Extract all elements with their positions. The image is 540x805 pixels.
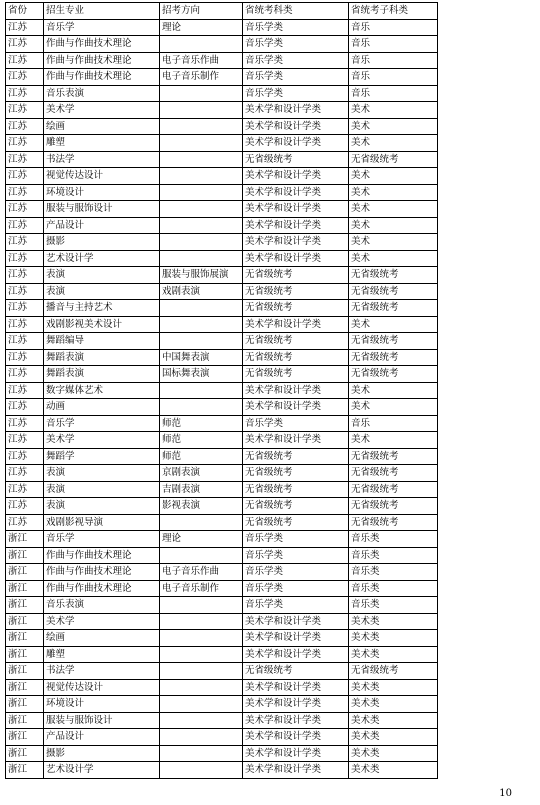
table-row (6, 399, 438, 416)
cell-exam-category: 音乐学类 (243, 580, 349, 597)
cell-exam-subcategory: 无省级统考 (349, 283, 438, 300)
cell-major: 美术学 (44, 432, 160, 449)
cell-exam-category: 音乐学类 (243, 547, 349, 564)
cell-direction (160, 382, 243, 399)
cell-province: 江苏 (6, 333, 44, 350)
cell-province: 江苏 (6, 69, 44, 86)
cell-province: 江苏 (6, 498, 44, 515)
cell-direction (160, 102, 243, 119)
cell-direction (160, 630, 243, 647)
cell-exam-subcategory: 美术 (349, 316, 438, 333)
cell-exam-category: 无省级统考 (243, 283, 349, 300)
cell-exam-subcategory: 美术 (349, 250, 438, 267)
table-row (6, 349, 438, 366)
cell-major: 作曲与作曲技术理论 (44, 52, 160, 69)
cell-exam-subcategory: 美术 (349, 432, 438, 449)
cell-province: 浙江 (6, 729, 44, 746)
cell-exam-subcategory: 美术类 (349, 696, 438, 713)
cell-exam-category: 音乐学类 (243, 415, 349, 432)
cell-exam-subcategory: 音乐 (349, 69, 438, 86)
cell-exam-subcategory: 美术 (349, 217, 438, 234)
cell-province: 江苏 (6, 250, 44, 267)
cell-exam-category: 音乐学类 (243, 531, 349, 548)
cell-exam-category: 无省级统考 (243, 333, 349, 350)
table-row (6, 448, 438, 465)
cell-major: 作曲与作曲技术理论 (44, 69, 160, 86)
table-row (6, 432, 438, 449)
cell-exam-category: 无省级统考 (243, 465, 349, 482)
cell-direction (160, 514, 243, 531)
header-exam-category: 省统考科类 (243, 3, 349, 20)
cell-province: 江苏 (6, 366, 44, 383)
cell-exam-subcategory: 美术类 (349, 630, 438, 647)
cell-exam-category: 美术学和设计学类 (243, 234, 349, 251)
cell-major: 美术学 (44, 102, 160, 119)
cell-province: 浙江 (6, 564, 44, 581)
cell-exam-subcategory: 音乐类 (349, 580, 438, 597)
cell-major: 环境设计 (44, 184, 160, 201)
table-row (6, 481, 438, 498)
cell-major: 表演 (44, 267, 160, 284)
cell-province: 江苏 (6, 184, 44, 201)
cell-exam-subcategory: 美术 (349, 184, 438, 201)
cell-major: 视觉传达设计 (44, 679, 160, 696)
cell-major: 舞蹈学 (44, 448, 160, 465)
cell-direction: 师范 (160, 448, 243, 465)
cell-exam-category: 美术学和设计学类 (243, 316, 349, 333)
cell-major: 动画 (44, 399, 160, 416)
cell-direction: 电子音乐制作 (160, 580, 243, 597)
cell-major: 雕塑 (44, 646, 160, 663)
table-row (6, 630, 438, 647)
cell-exam-subcategory: 美术类 (349, 646, 438, 663)
table-row (6, 564, 438, 581)
table-row (6, 267, 438, 284)
cell-exam-subcategory: 音乐类 (349, 547, 438, 564)
cell-direction: 吉剧表演 (160, 481, 243, 498)
cell-province: 浙江 (6, 646, 44, 663)
cell-direction: 理论 (160, 531, 243, 548)
cell-direction: 师范 (160, 432, 243, 449)
cell-major: 戏剧影视美术设计 (44, 316, 160, 333)
cell-exam-subcategory: 音乐 (349, 415, 438, 432)
table-row (6, 547, 438, 564)
cell-direction (160, 679, 243, 696)
cell-province: 江苏 (6, 300, 44, 317)
cell-exam-subcategory: 无省级统考 (349, 300, 438, 317)
cell-major: 书法学 (44, 663, 160, 680)
cell-direction: 戏剧表演 (160, 283, 243, 300)
cell-exam-subcategory: 美术类 (349, 712, 438, 729)
cell-exam-category: 美术学和设计学类 (243, 399, 349, 416)
cell-major: 音乐表演 (44, 85, 160, 102)
cell-major: 舞蹈表演 (44, 366, 160, 383)
cell-direction (160, 646, 243, 663)
table-row (6, 184, 438, 201)
cell-major: 视觉传达设计 (44, 168, 160, 185)
cell-major: 书法学 (44, 151, 160, 168)
cell-province: 浙江 (6, 630, 44, 647)
cell-direction (160, 316, 243, 333)
cell-major: 表演 (44, 498, 160, 515)
cell-exam-category: 音乐学类 (243, 52, 349, 69)
cell-major: 摄影 (44, 234, 160, 251)
cell-exam-category: 美术学和设计学类 (243, 382, 349, 399)
cell-province: 江苏 (6, 415, 44, 432)
cell-exam-category: 音乐学类 (243, 597, 349, 614)
cell-major: 音乐学 (44, 531, 160, 548)
cell-direction (160, 300, 243, 317)
cell-exam-subcategory: 美术 (349, 102, 438, 119)
table-row (6, 283, 438, 300)
cell-province: 江苏 (6, 465, 44, 482)
table-row (6, 679, 438, 696)
cell-exam-subcategory: 美术类 (349, 745, 438, 762)
cell-major: 雕塑 (44, 135, 160, 152)
cell-exam-subcategory: 无省级统考 (349, 333, 438, 350)
table-header (6, 3, 438, 20)
cell-major: 艺术设计学 (44, 250, 160, 267)
cell-exam-subcategory: 音乐 (349, 52, 438, 69)
cell-direction: 师范 (160, 415, 243, 432)
cell-exam-category: 美术学和设计学类 (243, 135, 349, 152)
cell-direction: 电子音乐作曲 (160, 52, 243, 69)
cell-direction (160, 184, 243, 201)
header-province: 省份 (6, 3, 44, 20)
cell-direction (160, 663, 243, 680)
cell-exam-category: 无省级统考 (243, 481, 349, 498)
cell-exam-category: 无省级统考 (243, 366, 349, 383)
cell-exam-subcategory: 无省级统考 (349, 448, 438, 465)
cell-exam-category: 美术学和设计学类 (243, 630, 349, 647)
table-row (6, 300, 438, 317)
cell-province: 浙江 (6, 597, 44, 614)
cell-major: 表演 (44, 481, 160, 498)
cell-province: 浙江 (6, 762, 44, 779)
cell-major: 戏剧影视导演 (44, 514, 160, 531)
table-row (6, 514, 438, 531)
cell-exam-subcategory: 美术 (349, 201, 438, 218)
cell-exam-category: 音乐学类 (243, 19, 349, 36)
cell-exam-subcategory: 无省级统考 (349, 366, 438, 383)
table-row (6, 135, 438, 152)
cell-province: 江苏 (6, 85, 44, 102)
cell-province: 浙江 (6, 663, 44, 680)
cell-province: 江苏 (6, 118, 44, 135)
cell-exam-category: 无省级统考 (243, 448, 349, 465)
cell-exam-category: 无省级统考 (243, 514, 349, 531)
table-row (6, 19, 438, 36)
cell-major: 音乐学 (44, 19, 160, 36)
table-row (6, 102, 438, 119)
cell-exam-category: 音乐学类 (243, 69, 349, 86)
cell-exam-subcategory: 无省级统考 (349, 663, 438, 680)
cell-exam-category: 美术学和设计学类 (243, 168, 349, 185)
cell-direction (160, 712, 243, 729)
table-row (6, 382, 438, 399)
cell-direction (160, 250, 243, 267)
cell-direction (160, 201, 243, 218)
table-row (6, 333, 438, 350)
table-row (6, 316, 438, 333)
cell-direction (160, 399, 243, 416)
table-row (6, 36, 438, 53)
cell-exam-subcategory: 无省级统考 (349, 267, 438, 284)
table-row (6, 646, 438, 663)
cell-direction (160, 762, 243, 779)
table-row (6, 415, 438, 432)
cell-direction (160, 745, 243, 762)
cell-province: 江苏 (6, 267, 44, 284)
cell-exam-category: 美术学和设计学类 (243, 613, 349, 630)
cell-exam-category: 美术学和设计学类 (243, 696, 349, 713)
cell-province: 浙江 (6, 712, 44, 729)
cell-direction (160, 217, 243, 234)
cell-direction: 京剧表演 (160, 465, 243, 482)
table-row (6, 696, 438, 713)
cell-province: 浙江 (6, 547, 44, 564)
table-row (6, 168, 438, 185)
cell-province: 江苏 (6, 316, 44, 333)
header-row (6, 3, 438, 20)
cell-exam-subcategory: 音乐类 (349, 597, 438, 614)
table-row (6, 498, 438, 515)
cell-exam-category: 美术学和设计学类 (243, 201, 349, 218)
table-row (6, 234, 438, 251)
table-row (6, 597, 438, 614)
admissions-table (5, 2, 438, 779)
table-row (6, 531, 438, 548)
cell-exam-category: 美术学和设计学类 (243, 118, 349, 135)
cell-major: 作曲与作曲技术理论 (44, 36, 160, 53)
cell-exam-subcategory: 无省级统考 (349, 465, 438, 482)
cell-province: 江苏 (6, 217, 44, 234)
cell-exam-subcategory: 美术 (349, 382, 438, 399)
cell-province: 浙江 (6, 613, 44, 630)
cell-major: 绘画 (44, 630, 160, 647)
cell-major: 艺术设计学 (44, 762, 160, 779)
cell-exam-category: 无省级统考 (243, 300, 349, 317)
table-row (6, 745, 438, 762)
cell-major: 服装与服饰设计 (44, 201, 160, 218)
cell-province: 浙江 (6, 745, 44, 762)
table-row (6, 201, 438, 218)
cell-exam-subcategory: 美术类 (349, 762, 438, 779)
table-row (6, 151, 438, 168)
cell-exam-category: 无省级统考 (243, 151, 349, 168)
cell-exam-category: 无省级统考 (243, 498, 349, 515)
cell-exam-subcategory: 美术 (349, 168, 438, 185)
cell-exam-subcategory: 音乐 (349, 19, 438, 36)
cell-exam-subcategory: 音乐 (349, 36, 438, 53)
cell-exam-category: 美术学和设计学类 (243, 250, 349, 267)
cell-exam-subcategory: 无省级统考 (349, 151, 438, 168)
cell-province: 江苏 (6, 36, 44, 53)
cell-exam-subcategory: 美术 (349, 234, 438, 251)
table-row (6, 85, 438, 102)
cell-province: 江苏 (6, 234, 44, 251)
cell-direction (160, 234, 243, 251)
cell-major: 作曲与作曲技术理论 (44, 564, 160, 581)
header-direction: 招考方向 (160, 3, 243, 20)
cell-exam-category: 美术学和设计学类 (243, 745, 349, 762)
cell-province: 江苏 (6, 382, 44, 399)
table-row (6, 762, 438, 779)
cell-exam-category: 美术学和设计学类 (243, 646, 349, 663)
cell-direction: 电子音乐作曲 (160, 564, 243, 581)
cell-exam-subcategory: 无省级统考 (349, 349, 438, 366)
table-row (6, 118, 438, 135)
cell-direction: 国标舞表演 (160, 366, 243, 383)
cell-direction (160, 547, 243, 564)
cell-direction (160, 597, 243, 614)
header-major: 招生专业 (44, 3, 160, 20)
cell-exam-category: 美术学和设计学类 (243, 729, 349, 746)
cell-major: 舞蹈编导 (44, 333, 160, 350)
table-row (6, 366, 438, 383)
cell-direction (160, 135, 243, 152)
table-row (6, 663, 438, 680)
cell-major: 表演 (44, 283, 160, 300)
cell-exam-subcategory: 音乐 (349, 85, 438, 102)
cell-major: 播音与主持艺术 (44, 300, 160, 317)
cell-exam-category: 美术学和设计学类 (243, 102, 349, 119)
cell-direction (160, 85, 243, 102)
cell-exam-subcategory: 美术类 (349, 613, 438, 630)
cell-exam-subcategory: 美术类 (349, 729, 438, 746)
cell-direction: 电子音乐制作 (160, 69, 243, 86)
table-row (6, 69, 438, 86)
cell-province: 江苏 (6, 19, 44, 36)
cell-province: 江苏 (6, 151, 44, 168)
cell-direction (160, 36, 243, 53)
table-row (6, 250, 438, 267)
cell-direction (160, 729, 243, 746)
cell-major: 数字媒体艺术 (44, 382, 160, 399)
cell-exam-category: 美术学和设计学类 (243, 762, 349, 779)
cell-major: 环境设计 (44, 696, 160, 713)
table-row (6, 52, 438, 69)
cell-exam-subcategory: 美术 (349, 399, 438, 416)
cell-province: 江苏 (6, 432, 44, 449)
cell-exam-subcategory: 无省级统考 (349, 481, 438, 498)
cell-direction (160, 333, 243, 350)
table-body (6, 19, 438, 778)
cell-exam-subcategory: 音乐类 (349, 531, 438, 548)
cell-exam-category: 音乐学类 (243, 85, 349, 102)
cell-major: 服装与服饰设计 (44, 712, 160, 729)
cell-direction: 影视表演 (160, 498, 243, 515)
cell-province: 江苏 (6, 135, 44, 152)
header-exam-subcategory: 省统考子科类 (349, 3, 438, 20)
cell-exam-subcategory: 美术 (349, 135, 438, 152)
table-row (6, 613, 438, 630)
cell-direction: 理论 (160, 19, 243, 36)
cell-exam-category: 美术学和设计学类 (243, 432, 349, 449)
cell-exam-category: 美术学和设计学类 (243, 712, 349, 729)
cell-direction: 中国舞表演 (160, 349, 243, 366)
cell-province: 江苏 (6, 481, 44, 498)
cell-major: 表演 (44, 465, 160, 482)
cell-province: 江苏 (6, 52, 44, 69)
cell-major: 作曲与作曲技术理论 (44, 580, 160, 597)
cell-direction (160, 168, 243, 185)
cell-exam-category: 无省级统考 (243, 267, 349, 284)
cell-major: 音乐学 (44, 415, 160, 432)
table-row (6, 580, 438, 597)
table-row (6, 217, 438, 234)
cell-exam-subcategory: 美术 (349, 118, 438, 135)
cell-direction (160, 151, 243, 168)
table-row (6, 729, 438, 746)
cell-major: 音乐表演 (44, 597, 160, 614)
cell-exam-category: 无省级统考 (243, 349, 349, 366)
cell-exam-subcategory: 无省级统考 (349, 498, 438, 515)
cell-major: 产品设计 (44, 217, 160, 234)
cell-direction (160, 613, 243, 630)
table-row (6, 465, 438, 482)
cell-major: 舞蹈表演 (44, 349, 160, 366)
cell-province: 江苏 (6, 399, 44, 416)
cell-exam-category: 音乐学类 (243, 36, 349, 53)
cell-exam-subcategory: 美术类 (349, 679, 438, 696)
cell-major: 作曲与作曲技术理论 (44, 547, 160, 564)
cell-province: 江苏 (6, 448, 44, 465)
cell-major: 美术学 (44, 613, 160, 630)
cell-exam-subcategory: 音乐类 (349, 564, 438, 581)
cell-province: 江苏 (6, 283, 44, 300)
cell-exam-category: 无省级统考 (243, 663, 349, 680)
cell-exam-subcategory: 无省级统考 (349, 514, 438, 531)
cell-province: 江苏 (6, 102, 44, 119)
cell-direction: 服装与服饰展演 (160, 267, 243, 284)
cell-province: 浙江 (6, 679, 44, 696)
cell-province: 浙江 (6, 531, 44, 548)
cell-province: 江苏 (6, 168, 44, 185)
cell-province: 江苏 (6, 514, 44, 531)
cell-exam-category: 美术学和设计学类 (243, 679, 349, 696)
cell-major: 摄影 (44, 745, 160, 762)
table-row (6, 712, 438, 729)
cell-major: 绘画 (44, 118, 160, 135)
cell-direction (160, 118, 243, 135)
cell-direction (160, 696, 243, 713)
cell-major: 产品设计 (44, 729, 160, 746)
cell-province: 江苏 (6, 349, 44, 366)
cell-province: 浙江 (6, 580, 44, 597)
cell-province: 浙江 (6, 696, 44, 713)
cell-province: 江苏 (6, 201, 44, 218)
cell-exam-category: 美术学和设计学类 (243, 184, 349, 201)
page-number: 10 (499, 788, 512, 799)
cell-exam-category: 音乐学类 (243, 564, 349, 581)
cell-exam-category: 美术学和设计学类 (243, 217, 349, 234)
